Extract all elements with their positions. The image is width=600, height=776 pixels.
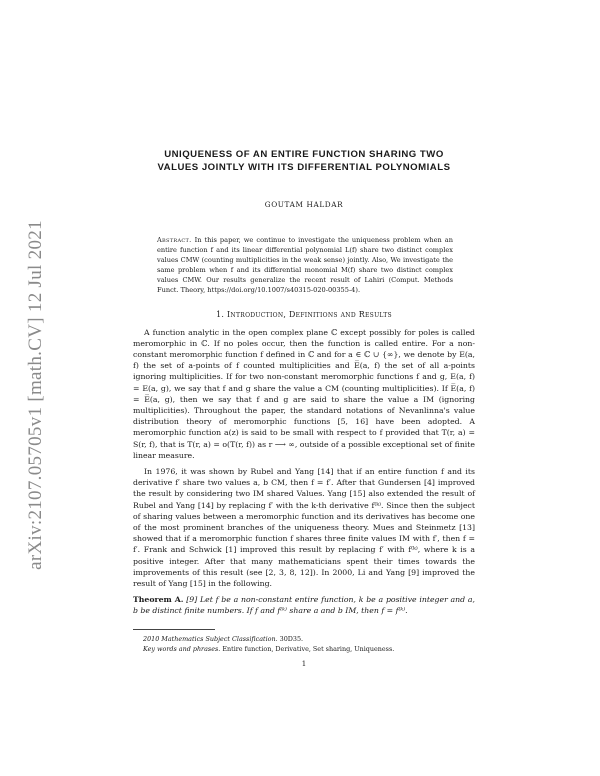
footnote-keywords xyxy=(133,645,475,654)
theorem-text: [9] Let f be a non-constant entire function, k be a positive integer and a, b be distinct finite numbers. If f and f⁽ᵏ⁾ share a and b IM, then f = f⁽ᵏ⁾. xyxy=(133,595,475,616)
page-number: 1 xyxy=(301,659,307,668)
theorem-head: Theorem A. xyxy=(133,595,184,605)
footnote-msc-label: 2010 Mathematics Subject Classification. xyxy=(143,634,278,643)
abstract-text: In this paper, we continue to investigate the uniqueness problem when an entire function f and its linear differential polynomial L(f) share two distinct complex values CMW (counting multiplicities in the weak sense) jointly. Also, We investigate the same problem when f and its differential monomial M(f) share two distinct complex values CMW. Our results generalize the recent result of Lahiri (Comput. Methods Funct. Theory, https://doi.org/10.1007/s40315-020-00355-4). xyxy=(157,236,453,295)
theorem-a xyxy=(133,594,475,616)
title-line-1: UNIQUENESS OF AN ENTIRE FUNCTION SHARING TWO xyxy=(164,149,444,160)
arxiv-sidebar xyxy=(16,180,56,610)
author-name: GOUTAM HALDAR xyxy=(264,200,344,209)
footnote-rule xyxy=(133,629,215,630)
abstract-label: Abstract. xyxy=(157,236,192,244)
footnote-msc-value: 30D35. xyxy=(279,634,304,643)
paper-page xyxy=(133,148,475,668)
paragraph-history: In 1976, it was shown by Rubel and Yang [14] that if an entire function f and its derivative f′ share two values a, b CM, then f = f′. After that Gundersen [4] improved the result by considering two IM shared Values. Yang [15] also extended the result of Rubel and Yang [14] by replacing f′ with the k-th derivative f⁽ᵏ⁾. Since then the subject of sharing values between a meromorphic function and its derivatives has become one of the most prominent branches of the uniqueness theory. Mues and Steinmetz [13] showed that if a meromorphic function f shares three finite values IM with f′, then f = f′. Frank and Schwick [1] improved this result by replacing f′ with f⁽ᵏ⁾, where k is a positive integer. After that many mathematicians spent their times towards the improvements of this result (see [2, 3, 8, 12]). In 2000, Li and Yang [9] improved the result of Yang [15] in the following. xyxy=(133,467,475,589)
footnote-kw-label: Key words and phrases. xyxy=(143,644,221,653)
footnote-msc xyxy=(133,635,475,644)
paragraph-intro: A function analytic in the open complex plane ℂ except possibly for poles is called meromorphic in ℂ. If no poles occur, then the function is called entire. For a non-constant meromorphic function f defined in ℂ and for a ∈ ℂ ∪ {∞}, we denote by E(a, f) the set of a-points of f counted multiplicities and E̅(a, f) the set of all a-points ignoring multiplicities. If for two non-constant meromorphic functions f and g, E(a, f) = E(a, g), we say that f and g share the value a CM (counting multiplicities). If E̅(a, f) = E̅(a, g), then we say that f and g are said to share the value a IM (ignoring multiplicities). Throughout the paper, the standard notations of Nevanlinna's value distribution theory of meromorphic functions [5, 16] have been adopted. A meromorphic function a(z) is said to be small with respect to f provided that T(r, a) = S(r, f), that is T(r, a) = o(T(r, f)) as r ⟶ ∞, outside of a possible exceptional set of finite linear measure. xyxy=(133,327,475,460)
title-line-2: VALUES JOINTLY WITH ITS DIFFERENTIAL POLYNOMIALS xyxy=(157,162,451,173)
paper-title xyxy=(133,148,475,174)
footnote-kw-value: Entire function, Derivative, Set sharing, Uniqueness. xyxy=(222,644,395,653)
section-heading: 1. Introduction, Definitions and Results xyxy=(216,309,392,319)
footnotes xyxy=(133,629,475,654)
arxiv-identifier: arXiv:2107.05705v1 [math.CV] 12 Jul 2021 xyxy=(25,220,47,570)
abstract xyxy=(157,235,453,296)
